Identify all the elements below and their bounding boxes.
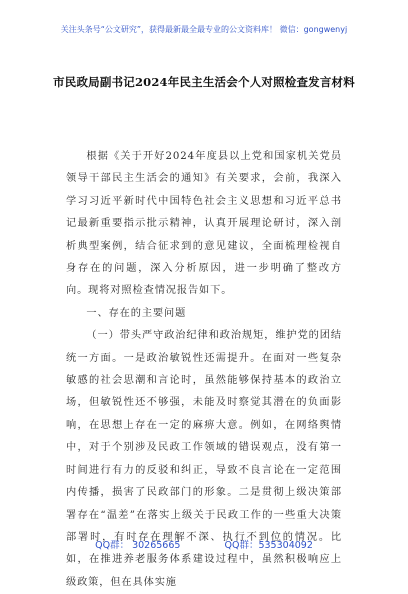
intro-paragraph: 根据《关于开好2024年度县以上党和国家机关党员领导干部民主生活会的通知》有关要求，会前，我深入学习习近平新时代中国特色社会主义思想和习近平总书记最新重要指示批示精神，认真开展理论研讨，深入剖析典型案例，结合征求到的意见建议，全面梳理检视自身存在的问题，深入分析原因，进一步明确了整改方向。现将对照检查情况报告如下。 <box>66 151 342 297</box>
footer-contact <box>0 537 408 551</box>
top-notice[interactable]: 关注头条号“公文研究”，获得最新最全最专业的公文资料库！ 微信：gongwenyj <box>60 25 348 34</box>
footer-qq-group-2[interactable]: QQ群：535304092 <box>224 540 313 551</box>
body-paragraph: （一）带头严守政治纪律和政治规矩，维护党的团结统一方面。一是政治敏锐性还需提升。在面对一些复杂敏感的社会思潮和言论时，虽然能够保持基本的政治立场，但敏锐性还不够强，未能及时察觉其潜在的负面影响，在思想上存在一定的麻痹大意。例如，在网络舆情中，对于个别涉及民政工作领域的错误观点，没有第一时间进行有力的反驳和纠正，导致不良言论在一定范围内传播，损害了民政部门的形象。二是贯彻上级决策部署存在“温差”在落实上级关于民政工作的一些重大决策部署时，有时存在理解不深、执行不到位的情况。比如，在推进养老服务体系建设过程中，虽然积极响应上级政策，但在具体实施 <box>66 330 342 588</box>
section-heading: 一、存在的主要问题 <box>86 307 187 319</box>
document-body <box>66 146 342 594</box>
footer-qq-group-1[interactable]: QQ群： 30265665 <box>95 540 181 551</box>
document-title: 市民政局副书记2024年民主生活会个人对照检查发言材料 <box>53 75 355 89</box>
